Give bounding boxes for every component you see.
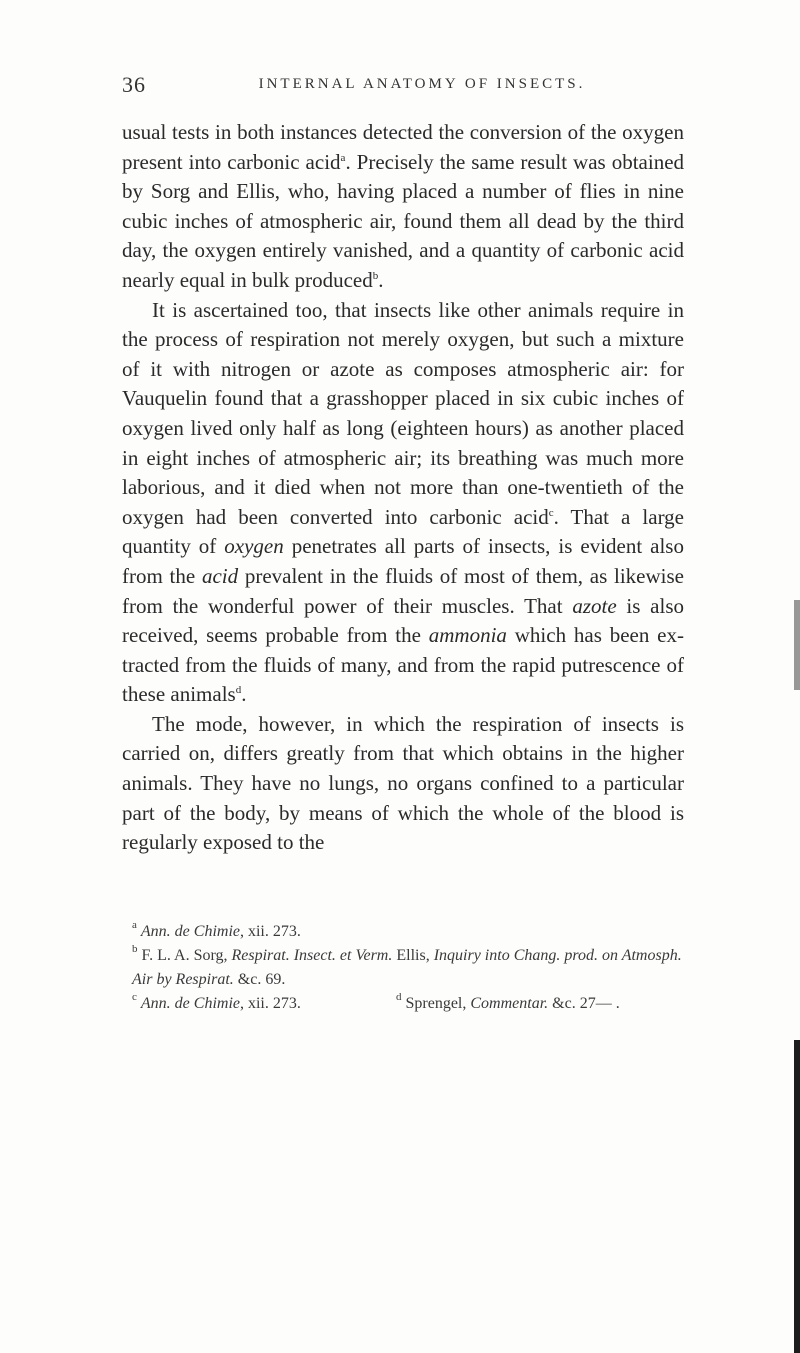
term-ammonia: ammonia — [428, 623, 507, 648]
footnote-ref-a: a — [340, 151, 346, 164]
body-text — [122, 118, 684, 858]
term-acid: acid — [201, 563, 239, 588]
page-edge-shadow — [794, 600, 800, 690]
page-edge-binding — [794, 1040, 800, 1353]
footnotes — [122, 920, 688, 1016]
term-azote: azote — [572, 593, 617, 618]
footnote-ref-d: d — [235, 684, 242, 697]
footnote-c: $^c$ Ann. de Chimie, xii. 273. — [132, 991, 301, 1012]
page-header — [122, 72, 684, 100]
footnote-ref-c: c — [548, 506, 554, 519]
page-number: 36 — [122, 72, 146, 97]
footnote-a: $^a$ Ann. de Chimie, xii. 273. — [132, 919, 301, 940]
footnote-b: $^b$ F. L. A. Sorg, Respirat. Insect. et Verm. Ellis, Inquiry into Chang. prod. on Atmosph. Air by Respirat. &c. 69. — [132, 943, 682, 988]
paragraph-3: The mode, however, in which the respiration of insects is carried on, differs greatly from that which obtains in the higher animals. They have no lungs, no organs confined to a particular part of the body, by means of which the whole of the blood is regularly exposed to the — [122, 711, 684, 855]
footnote-ref-b: b — [372, 269, 379, 282]
running-head: INTERNAL ANATOMY OF INSECTS. — [258, 76, 586, 92]
paragraph-1: usual tests in both instances detected the conversion of the oxygen present into carbonic acid$^a$. Precisely the same result was obtained by Sorg and Ellis, who, having placed a number of flies in nine cubic inches of atmospheric air, found them all dead by the third day, the oxygen entirely vanished, and a quantity of carbonic acid nearly equal in bulk produced$^b$. — [122, 120, 685, 292]
footnote-c-d-line — [122, 992, 688, 1016]
term-oxygen: oxygen — [224, 534, 284, 559]
footnote-d: $^d$ Sprengel, Commentar. &c. 27— . — [396, 991, 620, 1012]
paragraph-2: It is ascertained too, that insects like other animals require in the process of respiration not merely oxygen, but such a mixture of it with nitrogen or azote as composes atmospheric air: for Vauquelin found that a grasshopper placed in six cubic inches of oxygen lived only half as long (eighteen hours) as another placed in eight inches of atmospheric air; its breathing was much more laborious, and it died when not more than one-twentieth of the oxygen had been converted into carbonic acid$^c$. That a large quantity of oxygen penetrates all parts of insects, is evident also from the acid prevalent in the fluids of most of them, as likewise from the wonderful power of their muscles. That azote is also received, seems probable from the ammonia which has been extracted from the fluids of many, and from the rapid putrescence of these animals$^d$. — [122, 297, 684, 707]
